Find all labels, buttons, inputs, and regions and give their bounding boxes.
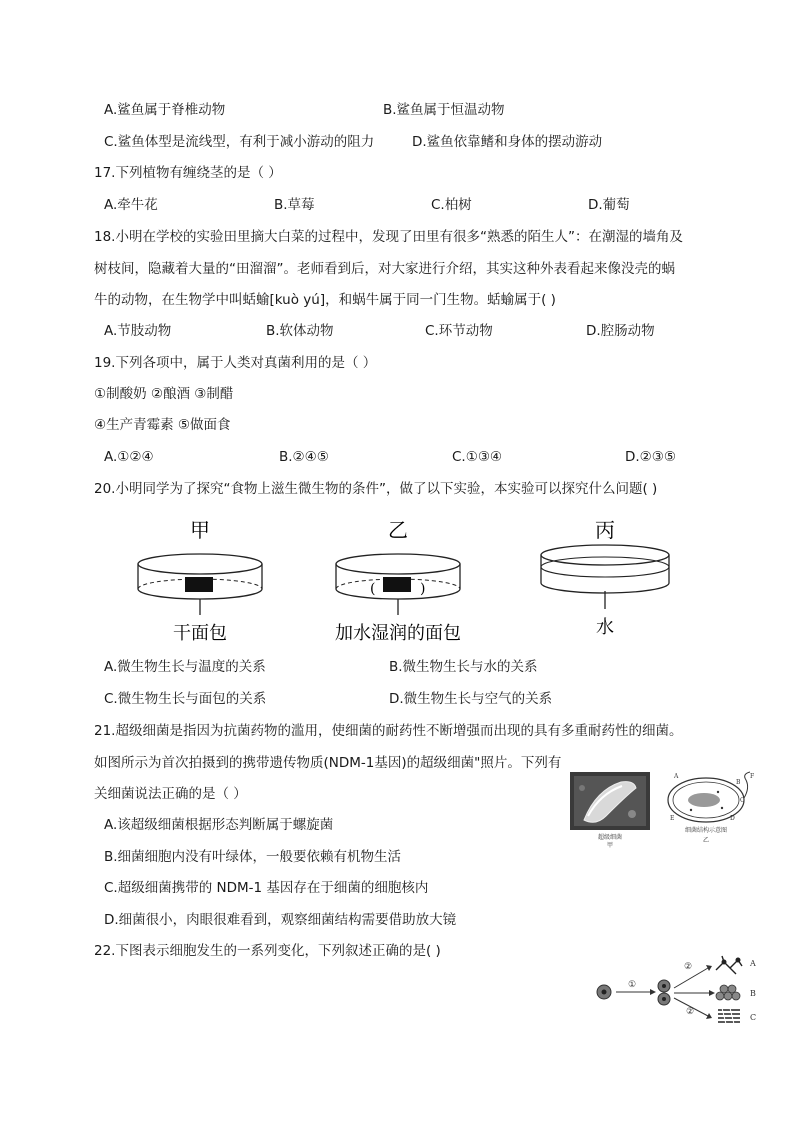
q18-option-b: B.软体动物 (266, 323, 334, 339)
q16-option-c: C.鲨鱼体型是流线型，有利于减小游动的阻力 (104, 134, 375, 150)
step-2-label-bottom: ② (685, 1007, 695, 1017)
svg-text:): ) (420, 581, 426, 597)
q19-option-d: D.②③⑤ (625, 449, 676, 465)
dish-yi-label: 乙 (388, 518, 408, 542)
q19-items-line2: ④生产青霉素 ⑤做面食 (94, 417, 231, 433)
q18-stem-line2: 树枝间，隐藏着大量的“田溜溜”。老师看到后，对大家进行介绍，其实这种外表看起来像没壳的蜗 (94, 261, 675, 277)
q20-option-c: C.微生物生长与面包的关系 (104, 691, 267, 707)
q21-option-d: D.细菌很小，肉眼很难看到，观察细菌结构需要借助放大镜 (104, 912, 457, 928)
q21-option-a: A.该超级细菌根据形态判断属于螺旋菌 (104, 817, 334, 833)
wet-bread-icon (383, 577, 411, 592)
q18-stem-line3: 牛的动物，在生物学中叫蛞蝓[kuò yú]，和蜗牛属于同一门生物。蛞蝓属于( ) (94, 292, 556, 308)
q21-bacteria-figure (566, 770, 756, 850)
q20-option-b: B.微生物生长与水的关系 (389, 659, 538, 675)
dry-bread-icon (185, 577, 213, 592)
diagram-mark-b: B (736, 779, 741, 786)
q22-cell-change-figure (592, 952, 766, 1028)
q20-stem: 20.小明同学为了探究“食物上滋生微生物的条件”，做了以下实验，本实验可以探究什么问题( ) (94, 481, 658, 497)
diagram-mark-e: E (670, 815, 675, 822)
q19-items-line1: ①制酸奶 ②酿酒 ③制醋 (94, 386, 234, 402)
photo-caption: 超级细菌 (597, 834, 623, 841)
q21-option-c: C.超级细菌携带的 NDM-1 基因存在于细菌的细胞核内 (104, 880, 429, 896)
q18-option-a: A.节肢动物 (104, 323, 172, 339)
dish-yi (335, 518, 461, 644)
q17-option-a: A.牵牛花 (104, 197, 158, 213)
dish-jia-label: 甲 (190, 518, 210, 542)
q19-option-b: B.②④⑤ (279, 449, 329, 465)
step-2-label-top: ② (683, 962, 693, 972)
dish-bing-caption: 水 (596, 617, 614, 638)
q18-option-c: C.环节动物 (425, 323, 493, 339)
q19-stem: 19.下列各项中，属于人类对真菌利用的是（ ） (94, 355, 377, 371)
epithelial-tissue-icon (716, 985, 740, 1000)
q18-option-d: D.腔肠动物 (586, 323, 655, 339)
q17-option-c: C.柏树 (431, 197, 472, 213)
q20-experiment-figure (130, 515, 690, 650)
q21-stem-line3: 关细菌说法正确的是（ ） (94, 786, 247, 802)
q17-option-d: D.葡萄 (588, 197, 630, 213)
q19-option-c: C.①③④ (452, 449, 503, 465)
q19-option-a: A.①②④ (104, 449, 154, 465)
svg-text:(: ( (370, 581, 376, 597)
q21-stem-line2: 如图所示为首次拍摄到的携带遗传物质(NDM-1基因)的超级细菌"照片。下列有 (94, 755, 562, 771)
q21-stem-line1: 21.超级细菌是指因为抗菌药物的滥用，使细菌的耐药性不断增强而出现的具有多重耐药性的细菌。 (94, 723, 683, 739)
dish-yi-caption: 加水湿润的面包 (335, 623, 461, 644)
q21-option-b: B.细菌细胞内没有叶绿体，一般要依赖有机物生活 (104, 849, 402, 865)
q20-option-a: A.微生物生长与温度的关系 (104, 659, 266, 675)
diagram-mark-f: F (750, 773, 755, 780)
step-1-label: ① (627, 980, 637, 990)
diagram-sub-label: 乙 (702, 837, 710, 844)
q18-stem-line1: 18.小明在学校的实验田里摘大白菜的过程中，发现了田里有很多“熟悉的陌生人”：在潮湿的墙角及 (94, 229, 683, 245)
superbug-photo (570, 772, 650, 849)
result-label-b: B (750, 989, 756, 998)
result-label-a: A (750, 959, 756, 968)
diagram-caption: 细菌结构示意图 (684, 827, 728, 834)
diagram-mark-d: D (730, 815, 735, 822)
dish-jia (138, 518, 262, 644)
result-label-c: C (750, 1013, 757, 1022)
diagram-mark-c: C (740, 797, 745, 804)
q16-option-b: B.鲨鱼属于恒温动物 (383, 102, 505, 118)
dish-bing-label: 丙 (595, 518, 615, 542)
muscle-tissue-icon (718, 1008, 740, 1024)
diagram-mark-a: A (674, 773, 679, 780)
q20-option-d: D.微生物生长与空气的关系 (389, 691, 553, 707)
nerve-tissue-icon (716, 956, 742, 974)
dish-jia-caption: 干面包 (173, 623, 227, 644)
q22-stem: 22.下图表示细胞发生的一系列变化，下列叙述正确的是( ) (94, 943, 441, 959)
photo-sub-label: 甲 (606, 842, 614, 849)
bacteria-structure-diagram (668, 772, 754, 844)
q17-stem: 17.下列植物有缠绕茎的是（ ） (94, 165, 282, 181)
q17-option-b: B.草莓 (274, 197, 315, 213)
dish-bing (541, 518, 669, 638)
q16-option-a: A.鲨鱼属于脊椎动物 (104, 102, 226, 118)
q16-option-d: D.鲨鱼依靠鳍和身体的摆动游动 (412, 134, 603, 150)
